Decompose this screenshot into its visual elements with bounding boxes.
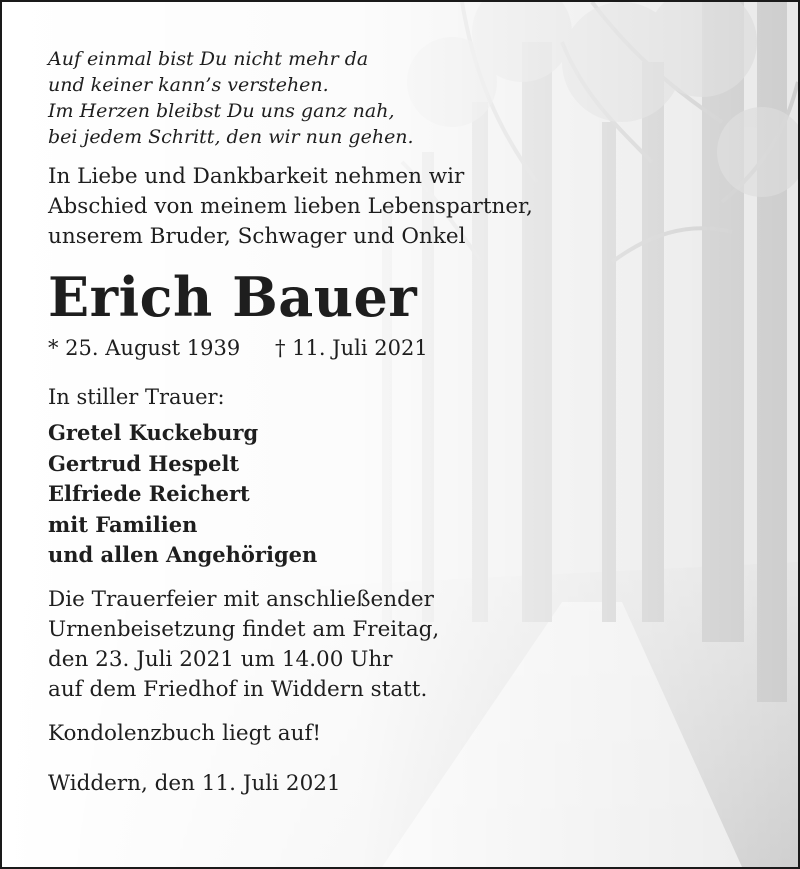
ceremony-line: auf dem Friedhof in Widdern statt.: [48, 676, 428, 702]
mourner: und allen Angehörigen: [48, 542, 318, 567]
poem-line: Auf einmal bist Du nicht mehr da: [48, 48, 369, 70]
condolence-note: Kondolenzbuch liegt auf!: [48, 720, 322, 746]
mourning-label: In stiller Trauer:: [48, 385, 225, 409]
poem-line: Im Herzen bleibst Du uns ganz nah,: [48, 100, 395, 122]
mourners-list: [48, 418, 778, 571]
intro-text: [48, 162, 778, 252]
poem-line: und keiner kann’s verstehen.: [48, 74, 329, 96]
ceremony-line: Die Trauerfeier mit anschließender: [48, 586, 434, 612]
mourner: Gretel Kuckeburg: [48, 420, 259, 445]
ceremony-line: den 23. Juli 2021 um 14.00 Uhr: [48, 646, 393, 672]
mourner: mit Familien: [48, 511, 198, 537]
intro-line: In Liebe und Dankbarkeit nehmen wir: [48, 164, 465, 189]
intro-line: unserem Bruder, Schwager und Onkel: [48, 224, 466, 249]
mourner: Elfriede Reichert: [48, 481, 250, 506]
ceremony-info: [48, 585, 778, 705]
death-date: † 11. Juli 2021: [274, 336, 428, 360]
life-dates: [48, 334, 778, 362]
mourner: Gertrud Hespelt: [48, 450, 240, 476]
birth-date: * 25. August 1939: [48, 336, 241, 360]
poem: [48, 46, 778, 150]
poem-line: bei jedem Schritt, den wir nun gehen.: [48, 126, 414, 148]
ceremony-line: Urnenbeisetzung findet am Freitag,: [48, 616, 440, 642]
intro-line: Abschied von meinem lieben Lebenspartner,: [48, 194, 533, 219]
obituary-text: [48, 46, 778, 799]
deceased-name: Erich Bauer: [48, 265, 418, 329]
place-and-date: Widdern, den 11. Juli 2021: [48, 770, 341, 796]
